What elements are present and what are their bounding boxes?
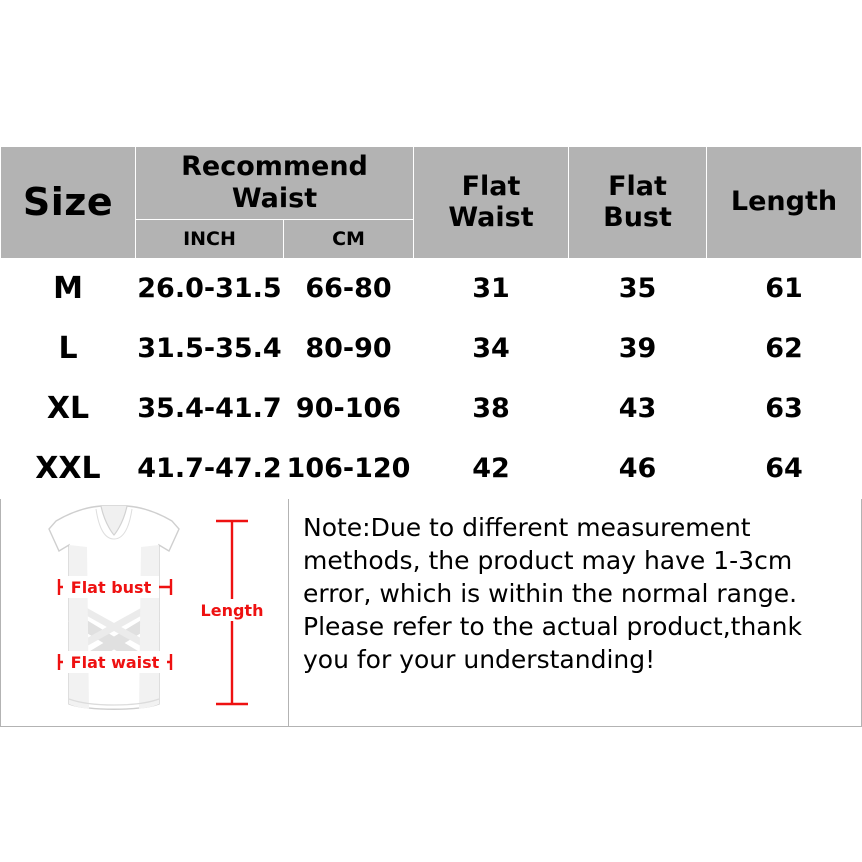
header-size: Size bbox=[1, 147, 136, 259]
note-text: Note:Due to different measurement methods, the product may have 1-3cm error, which is within the normal range. Please refer to the actual product,thank you for your understanding! bbox=[303, 512, 802, 674]
unit-recommend-inch: INCH bbox=[136, 219, 284, 258]
cell-flat-bust: 39 bbox=[569, 318, 707, 378]
cell-flat-bust: 46 bbox=[569, 438, 707, 498]
note-panel bbox=[289, 499, 861, 726]
header-flat-waist: Flat Waist bbox=[414, 147, 569, 259]
cell-flat-bust: 43 bbox=[569, 378, 707, 438]
size-table bbox=[0, 146, 862, 499]
cell-flat-waist: 34 bbox=[414, 318, 569, 378]
table-header-row bbox=[1, 147, 862, 220]
cell-flat-waist: 42 bbox=[414, 438, 569, 498]
length-label: Length bbox=[200, 600, 264, 620]
cell-size: XL bbox=[1, 378, 136, 438]
cell-flat-waist: 31 bbox=[414, 258, 569, 318]
size-chart bbox=[0, 146, 862, 727]
cell-size: L bbox=[1, 318, 136, 378]
table-row bbox=[1, 258, 862, 318]
cell-flat-bust: 35 bbox=[569, 258, 707, 318]
table-row bbox=[1, 318, 862, 378]
header-recommend-waist: Recommend Waist bbox=[136, 147, 414, 220]
unit-recommend-cm: CM bbox=[284, 219, 414, 258]
measurement-diagram bbox=[1, 499, 289, 726]
header-length: Length bbox=[707, 147, 862, 259]
cell-cm: 106-120 bbox=[284, 438, 414, 498]
cell-size: M bbox=[1, 258, 136, 318]
cell-length: 62 bbox=[707, 318, 862, 378]
cell-cm: 90-106 bbox=[284, 378, 414, 438]
header-flat-bust: Flat Bust bbox=[569, 147, 707, 259]
flat-bust-label: Flat bust bbox=[70, 577, 152, 597]
cell-flat-waist: 38 bbox=[414, 378, 569, 438]
cell-length: 64 bbox=[707, 438, 862, 498]
flat-waist-measure bbox=[59, 651, 171, 673]
flat-bust-measure bbox=[59, 576, 171, 598]
cell-inch: 26.0-31.5 bbox=[136, 258, 284, 318]
cell-cm: 80-90 bbox=[284, 318, 414, 378]
length-measure bbox=[201, 521, 264, 704]
table-row bbox=[1, 438, 862, 498]
cell-inch: 31.5-35.4 bbox=[136, 318, 284, 378]
cell-length: 61 bbox=[707, 258, 862, 318]
garment-illustration bbox=[1, 499, 288, 725]
flat-waist-label: Flat waist bbox=[70, 652, 160, 672]
tank-top-shape bbox=[49, 506, 179, 709]
cell-inch: 41.7-47.2 bbox=[136, 438, 284, 498]
cell-cm: 66-80 bbox=[284, 258, 414, 318]
cell-length: 63 bbox=[707, 378, 862, 438]
bottom-panel bbox=[0, 499, 862, 727]
cell-size: XXL bbox=[1, 438, 136, 498]
table-row bbox=[1, 378, 862, 438]
cell-inch: 35.4-41.7 bbox=[136, 378, 284, 438]
